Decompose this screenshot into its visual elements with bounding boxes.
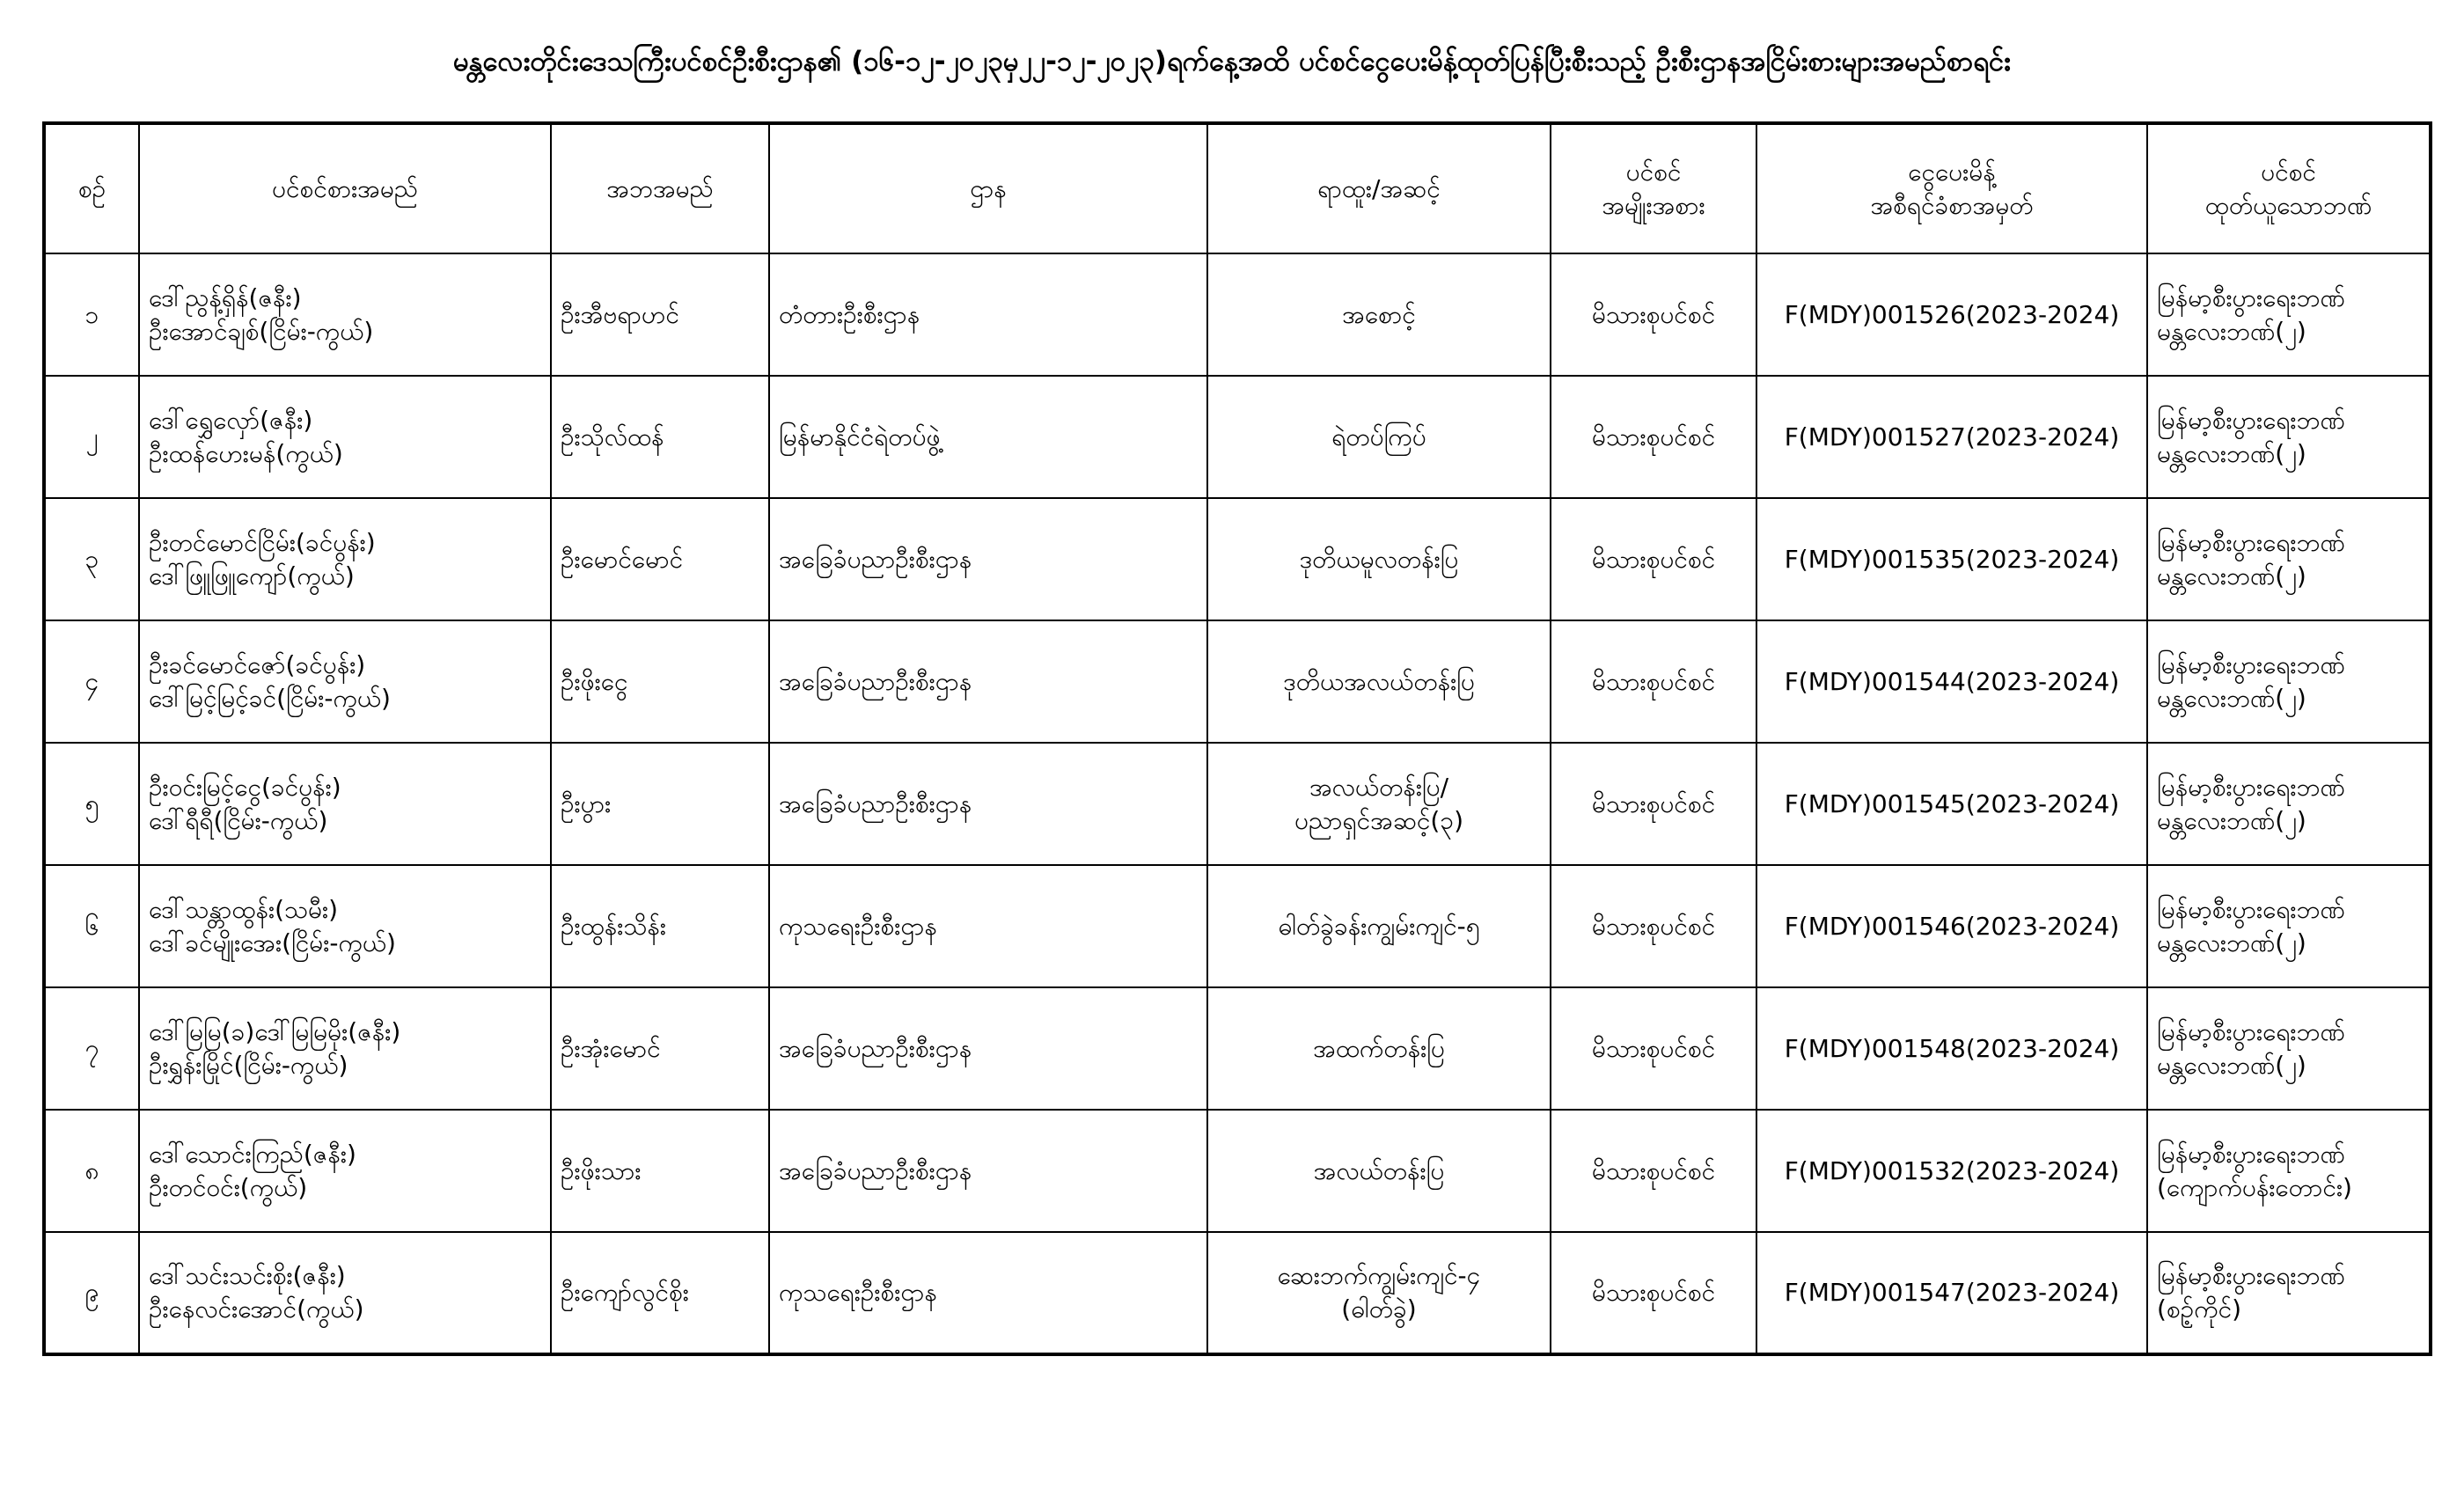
name-line1: ဒေါ်ရွှေလှော်(ဇနီး) [149, 405, 313, 435]
cell-name [139, 1232, 551, 1354]
cell-no: ၃ [44, 498, 139, 620]
office-line2: (စဉ့်ကိုင်) [2157, 1294, 2242, 1324]
cell-rank [1207, 987, 1551, 1110]
cell-dept: မြန်မာနိုင်ငံရဲတပ်ဖွဲ့ [769, 376, 1207, 498]
cell-name [139, 1110, 551, 1232]
cell-dept: ကုသရေးဦးစီးဌာန [769, 1232, 1207, 1354]
office-line1: မြန်မာ့စီးပွားရေးဘဏ် [2157, 1139, 2345, 1169]
cell-rank [1207, 620, 1551, 743]
header-file-line1: ငွေပေးမိန့် [1908, 157, 1996, 187]
cell-file: F(MDY)001526(2023-2024) [1756, 253, 2147, 376]
rank-line2: (ဓါတ်ခွဲ) [1341, 1294, 1417, 1324]
cell-father: ဦးဖိုးသား [551, 1110, 769, 1232]
name-line1: ဒေါ်မြမြ(ခ)ဒေါ်မြမြမိုး(ဇနီး) [149, 1016, 401, 1046]
cell-type: မိသားစုပင်စင် [1551, 498, 1756, 620]
table-row [44, 865, 2431, 987]
rank-line1: ဒုတိယအလယ်တန်းပြ [1283, 666, 1475, 696]
name-line1: ဒေါ်သန္တာထွန်း(သမီး) [149, 894, 339, 924]
cell-type: မိသားစုပင်စင် [1551, 253, 1756, 376]
name-line1: ဒေါ်ညွန့်ရှိန်(ဇနီး) [149, 282, 302, 312]
cell-file: F(MDY)001548(2023-2024) [1756, 987, 2147, 1110]
table-row [44, 1110, 2431, 1232]
header-office [2147, 123, 2431, 253]
name-line2: ဒေါ်မြင့်မြင့်ခင်(ငြိမ်း-ကွယ်) [149, 683, 391, 713]
cell-name [139, 987, 551, 1110]
header-name: ပင်စင်စားအမည် [139, 123, 551, 253]
name-line1: ဦးတင်မောင်ငြိမ်း(ခင်ပွန်း) [149, 527, 376, 557]
cell-dept: အခြေခံပညာဦးစီးဌာန [769, 1110, 1207, 1232]
office-line1: မြန်မာ့စီးပွားရေးဘဏ် [2157, 282, 2345, 312]
cell-type: မိသားစုပင်စင် [1551, 987, 1756, 1110]
table-row [44, 1232, 2431, 1354]
cell-no: ၄ [44, 620, 139, 743]
cell-rank [1207, 865, 1551, 987]
office-line1: မြန်မာ့စီးပွားရေးဘဏ် [2157, 1261, 2345, 1291]
cell-father: ဦးထွန်းသိန်း [551, 865, 769, 987]
name-line1: ဒေါ်သောင်းကြည်(ဇနီး) [149, 1139, 356, 1169]
table-row [44, 376, 2431, 498]
table-row [44, 987, 2431, 1110]
name-line2: ဦးနေလင်းအောင်(ကွယ်) [149, 1294, 364, 1324]
cell-office [2147, 1232, 2431, 1354]
rank-line2: ပညာရှင်အဆင့်(၃) [1294, 805, 1464, 835]
cell-no: ၉ [44, 1232, 139, 1354]
cell-file: F(MDY)001532(2023-2024) [1756, 1110, 2147, 1232]
header-rank: ရာထူး/အဆင့် [1207, 123, 1551, 253]
office-line1: မြန်မာ့စီးပွားရေးဘဏ် [2157, 1016, 2345, 1046]
rank-line1: ရဲတပ်ကြပ် [1331, 422, 1426, 451]
office-line2: မန္တလေးဘဏ်(၂) [2157, 438, 2306, 468]
document-title: မန္တလေးတိုင်းဒေသကြီးပင်စင်ဦးစီးဌာန၏ (၁၆-၁၂-၂၀၂၃မှ၂၂-၁၂-၂၀၂၃)ရက်နေ့အထိ ပင်စင်ငွေပေးမိန့်ထုတ်ပြန်ပြီးစီးသည့် ဦးစီးဌာနအငြိမ်းစားများအမည်စာရင်း [452, 46, 2012, 77]
name-line2: ဦးအောင်ချစ်(ငြိမ်း-ကွယ်) [149, 316, 374, 346]
rank-line1: အလယ်တန်းပြ [1313, 1155, 1445, 1185]
cell-type: မိသားစုပင်စင် [1551, 620, 1756, 743]
cell-type: မိသားစုပင်စင် [1551, 1232, 1756, 1354]
cell-father: ဦးအုံးမောင် [551, 987, 769, 1110]
cell-name [139, 743, 551, 865]
office-line2: မန္တလေးဘဏ်(၂) [2157, 316, 2306, 346]
office-line2: မန္တလေးဘဏ်(၂) [2157, 805, 2306, 835]
cell-father: ဦးမောင်မောင် [551, 498, 769, 620]
cell-name [139, 253, 551, 376]
pensioner-table [42, 121, 2432, 1356]
name-line2: ဒေါ်ရီရီ(ငြိမ်း-ကွယ်) [149, 805, 328, 835]
cell-father: ဦးအီဗရာဟင် [551, 253, 769, 376]
cell-name [139, 620, 551, 743]
cell-office [2147, 743, 2431, 865]
office-line2: မန္တလေးဘဏ်(၂) [2157, 683, 2306, 713]
name-line1: ဦးဝင်းမြင့်ငွေ(ခင်ပွန်း) [149, 772, 341, 802]
office-line1: မြန်မာ့စီးပွားရေးဘဏ် [2157, 527, 2345, 557]
office-line2: မန္တလေးဘဏ်(၂) [2157, 1050, 2306, 1080]
cell-father: ဦးပွား [551, 743, 769, 865]
table-row [44, 743, 2431, 865]
header-file-line2: အစီရင်ခံစာအမှတ် [1870, 190, 2034, 220]
cell-rank [1207, 743, 1551, 865]
name-line2: ဒေါ်ခင်မျိုးအေး(ငြိမ်း-ကွယ်) [149, 928, 396, 957]
rank-line1: အစောင့် [1342, 299, 1416, 329]
table-header-row [44, 123, 2431, 253]
name-line2: ဦးထန်ဟေးမန်(ကွယ်) [149, 438, 343, 468]
cell-no: ၈ [44, 1110, 139, 1232]
office-line2: မန္တလေးဘဏ်(၂) [2157, 928, 2306, 957]
name-line2: ဒေါ်ဖြူဖြူကျော်(ကွယ်) [149, 561, 355, 590]
header-type [1551, 123, 1756, 253]
cell-type: မိသားစုပင်စင် [1551, 743, 1756, 865]
office-line1: မြန်မာ့စီးပွားရေးဘဏ် [2157, 772, 2345, 802]
cell-file: F(MDY)001527(2023-2024) [1756, 376, 2147, 498]
header-file [1756, 123, 2147, 253]
name-line2: ဦးတင်ဝင်း(ကွယ်) [149, 1172, 308, 1202]
office-line1: မြန်မာ့စီးပွားရေးဘဏ် [2157, 649, 2345, 679]
cell-rank [1207, 498, 1551, 620]
cell-file: F(MDY)001547(2023-2024) [1756, 1232, 2147, 1354]
cell-dept: အခြေခံပညာဦးစီးဌာန [769, 620, 1207, 743]
cell-office [2147, 865, 2431, 987]
cell-type: မိသားစုပင်စင် [1551, 1110, 1756, 1232]
cell-name [139, 498, 551, 620]
name-line2: ဦးရွှန်းမြိုင်(ငြိမ်း-ကွယ်) [149, 1050, 348, 1080]
cell-name [139, 865, 551, 987]
cell-dept: အခြေခံပညာဦးစီးဌာန [769, 498, 1207, 620]
header-type-line2: အမျိုးအစား [1602, 190, 1705, 220]
header-type-line1: ပင်စင် [1625, 157, 1682, 187]
cell-dept: အခြေခံပညာဦးစီးဌာန [769, 987, 1207, 1110]
table-row [44, 253, 2431, 376]
cell-rank [1207, 253, 1551, 376]
header-office-line1: ပင်စင် [2261, 157, 2316, 187]
cell-file: F(MDY)001545(2023-2024) [1756, 743, 2147, 865]
cell-dept: တံတားဦးစီးဌာန [769, 253, 1207, 376]
rank-line1: အထက်တန်းပြ [1313, 1033, 1445, 1063]
header-office-line2: ထုတ်ယူသောဘဏ် [2204, 190, 2372, 220]
cell-office [2147, 498, 2431, 620]
cell-father: ဦးဖိုးငွေ [551, 620, 769, 743]
cell-no: ၆ [44, 865, 139, 987]
name-line1: ဦးခင်မောင်ဇော်(ခင်ပွန်း) [149, 649, 366, 679]
table-row [44, 498, 2431, 620]
rank-line1: ဆေးဘက်ကျွမ်းကျင်-၄ [1277, 1261, 1481, 1291]
table-row [44, 620, 2431, 743]
cell-file: F(MDY)001546(2023-2024) [1756, 865, 2147, 987]
cell-no: ၂ [44, 376, 139, 498]
cell-no: ၁ [44, 253, 139, 376]
cell-office [2147, 987, 2431, 1110]
cell-office [2147, 253, 2431, 376]
rank-line1: ဓါတ်ခွဲခန်းကျွမ်းကျင်-၅ [1278, 911, 1480, 941]
cell-no: ၅ [44, 743, 139, 865]
rank-line1: ဒုတိယမူလတန်းပြ [1299, 544, 1459, 574]
cell-dept: ကုသရေးဦးစီးဌာန [769, 865, 1207, 987]
cell-name [139, 376, 551, 498]
office-line2: မန္တလေးဘဏ်(၂) [2157, 561, 2306, 590]
cell-type: မိသားစုပင်စင် [1551, 376, 1756, 498]
cell-dept: အခြေခံပညာဦးစီးဌာန [769, 743, 1207, 865]
cell-file: F(MDY)001535(2023-2024) [1756, 498, 2147, 620]
cell-rank [1207, 376, 1551, 498]
rank-line1: အလယ်တန်းပြ/ [1309, 772, 1449, 802]
header-father: အဘအမည် [551, 123, 769, 253]
cell-rank [1207, 1110, 1551, 1232]
office-line1: မြန်မာ့စီးပွားရေးဘဏ် [2157, 405, 2345, 435]
office-line2: (ကျောက်ပန်းတောင်း) [2157, 1172, 2352, 1202]
cell-office [2147, 376, 2431, 498]
cell-father: ဦးသိုလ်ထန် [551, 376, 769, 498]
cell-file: F(MDY)001544(2023-2024) [1756, 620, 2147, 743]
name-line1: ဒေါ်သင်းသင်းစိုး(ဇနီး) [149, 1261, 346, 1291]
cell-no: ၇ [44, 987, 139, 1110]
cell-type: မိသားစုပင်စင် [1551, 865, 1756, 987]
office-line1: မြန်မာ့စီးပွားရေးဘဏ် [2157, 894, 2345, 924]
cell-office [2147, 1110, 2431, 1232]
cell-office [2147, 620, 2431, 743]
header-no: စဉ် [44, 123, 139, 253]
cell-father: ဦးကျော်လွင်စိုး [551, 1232, 769, 1354]
cell-rank [1207, 1232, 1551, 1354]
header-dept: ဌာန [769, 123, 1207, 253]
